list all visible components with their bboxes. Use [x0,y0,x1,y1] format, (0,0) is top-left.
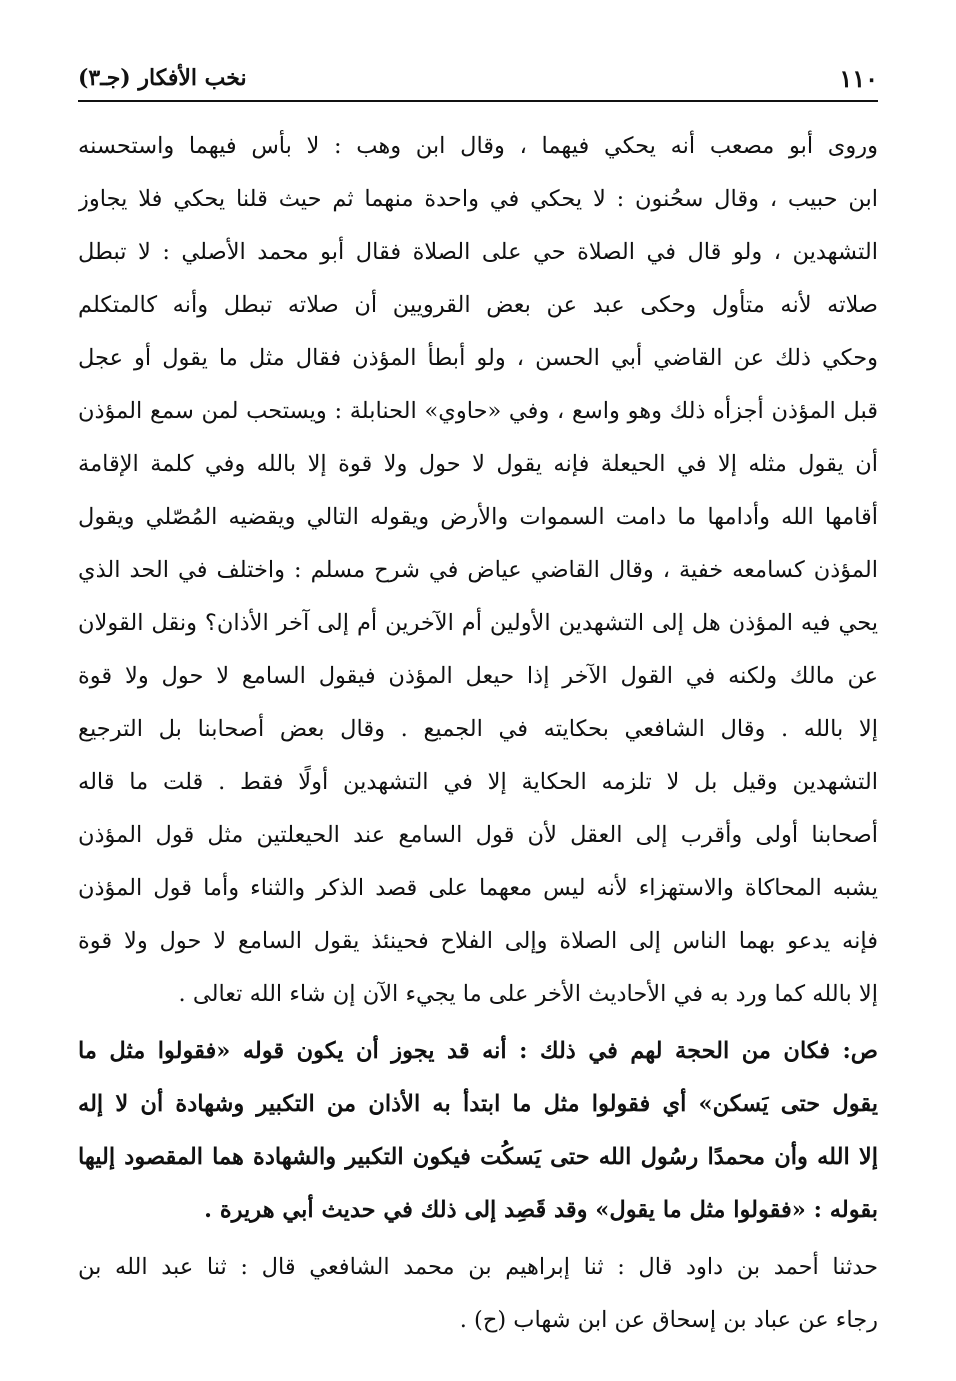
text-line: إلا بالله . وقال الشافعي بحكايته في الجميع . وقال بعض أصحابنا بل الترجيع [78,716,878,742]
text-line: بقوله : «فقولوا مثل ما يقول» وقد قَصِد إلى ذلك في حديث أبي هريرة . [204,1197,878,1223]
header-divider [78,100,878,102]
text-line: وحكي ذلك عن القاضي أبي الحسن ، ولو أبطأ المؤذن فقال مثل ما يقول أو عجل [78,345,878,371]
isnad-paragraph [78,1241,878,1347]
text-line: المؤذن كسامعه خفية ، وقال القاضي عياض في شرح مسلم : واختلف في الحد الذي [78,557,878,583]
page-header [78,58,878,98]
commentary-paragraph [78,120,878,1021]
text-line: أصحابنا أولى وأقرب إلى العقل لأن قول السامع عند الحيعلتين مثل قول المؤذن [78,822,878,848]
book-title: نخب الأفكار (جـ٣) [78,65,247,91]
page-number: ١١٠ [839,63,878,93]
text-line: يقول حتى يَسكن» أي فقولوا مثل ما ابتدأ به الأذان من التكبير وشهادة أن لا إله [78,1091,878,1117]
text-line: ص: فكان من الحجة لهم في ذلك : أنه قد يجوز أن يكون قوله «فقولوا مثل ما [78,1038,878,1064]
text-line: وروى أبو مصعب أنه يحكي فيهما ، وقال ابن وهب : لا بأس فيهما واستحسنه [78,133,878,159]
text-line: يحي فيه المؤذن هل إلى التشهدين الأولين أم الآخرين أم إلى آخر الأذان؟ ونقل القولان [78,610,878,636]
text-line: أقامها الله وأدامها ما دامت السموات والأرض ويقوله التالي ويقضيه المُصّلي ويقول [78,504,878,530]
text-line: قبل المؤذن أجزأه ذلك وهو واسع ، وفي «حاوي» الحنابلة : ويستحب لمن سمع المؤذن [78,398,878,424]
text-line: صلاته لأنه متأول وحكى عبد عن بعض القرويين أن صلاته تبطل وأنه كالمتكلم [78,292,878,318]
text-line: التشهدين ، ولو قال في الصلاة حي على الصلاة فقال أبو محمد الأصلي : لا تبطل [78,239,878,265]
text-line: فإنه يدعو بهما الناس إلى الصلاة وإلى الفلاح فحينئذ يقول السامع لا حول ولا قوة [78,928,878,954]
text-line: حدثنا أحمد بن داود قال : ثنا إبراهيم بن محمد الشافعي قال : ثنا عبد الله بن [78,1254,878,1280]
text-line: رجاء عن عباد بن إسحاق عن ابن شهاب (ح) . [459,1307,878,1333]
matn-paragraph [78,1025,878,1237]
document-page [78,58,878,1347]
text-line: أن يقول مثله إلا في الحيعلة فإنه يقول لا حول ولا قوة إلا بالله وفي كلمة الإقامة [78,451,878,477]
text-line: إلا بالله كما ورد به في الأحاديث الأخر على ما يجيء الآن إن شاء الله تعالى . [178,981,878,1007]
text-line: عن مالك ولكنه في القول الآخر إذا حيعل المؤذن فيقول السامع لا حول ولا قوة [78,663,878,689]
text-line: ابن حبيب ، وقال سحُنون : لا يحكي في واحدة منهما ثم حيث قلنا يحكي فلا يجاوز [78,186,878,212]
text-line: إلا الله وأن محمدًا رسُول الله حتى يَسكُت فيكون التكبير والشهادة هما المقصود إليها [78,1144,878,1170]
text-line: يشبه المحاكاة والاستهزاء لأنه ليس معهما على قصد الذكر والثناء وأما قول المؤذن [78,875,878,901]
text-line: التشهدين وقيل بل لا تلزمه الحكاية إلا في التشهدين أولًا فقط . قلت ما قاله [78,769,878,795]
